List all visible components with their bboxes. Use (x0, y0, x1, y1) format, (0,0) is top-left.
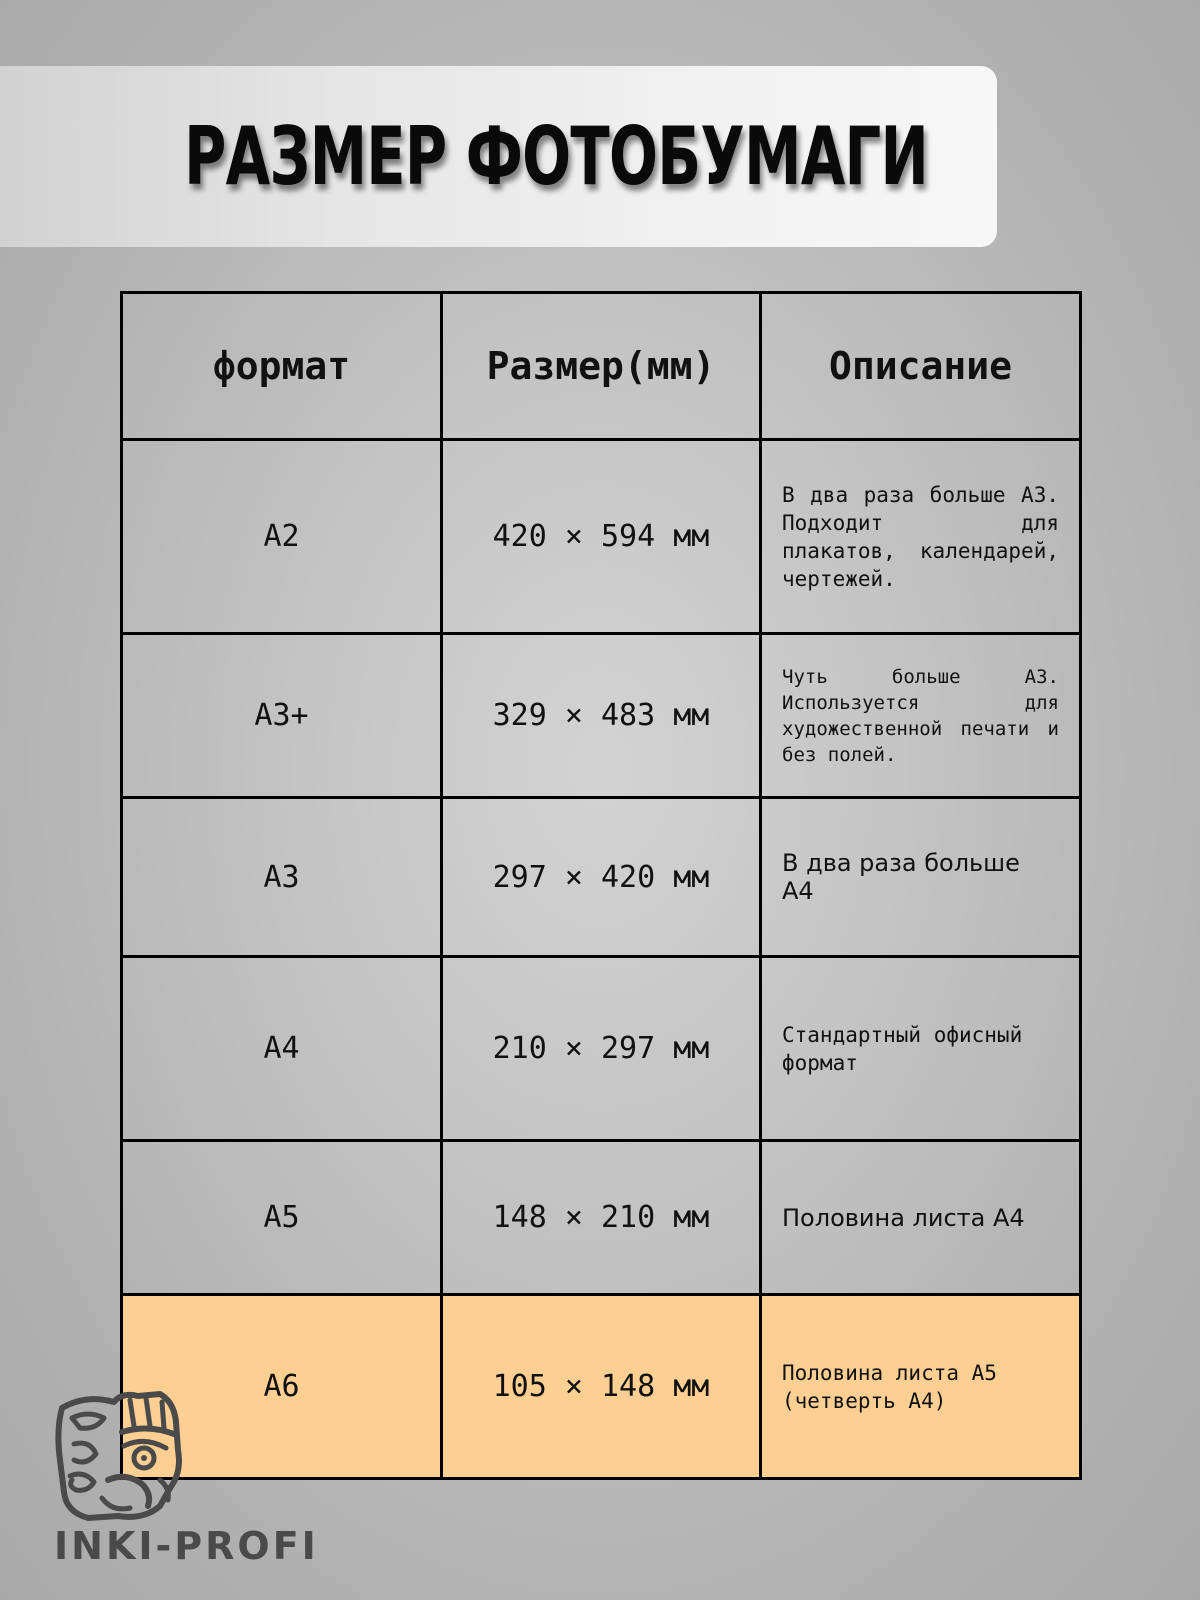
stylized-mask-icon (52, 1388, 187, 1526)
size-cell: 329 × 483 мм (442, 634, 761, 798)
table-row (122, 798, 1081, 957)
column-header-format: формат (122, 293, 442, 440)
size-cell: 297 × 420 мм (442, 798, 761, 957)
size-cell: 420 × 594 мм (442, 440, 761, 634)
table-row (122, 1141, 1081, 1295)
format-cell: A6 (122, 1295, 442, 1479)
table-row (122, 440, 1081, 634)
format-cell: A5 (122, 1141, 442, 1295)
brand-name: INKI-PROFI (54, 1524, 319, 1568)
description-cell: Половина листа А4 (761, 1141, 1081, 1295)
table-row-highlighted (122, 1295, 1081, 1479)
table-header-row (122, 293, 1081, 440)
format-cell: A4 (122, 957, 442, 1141)
size-cell: 105 × 148 мм (442, 1295, 761, 1479)
table-row (122, 957, 1081, 1141)
description-cell: Половина листа А5 (четверть А4) (761, 1295, 1081, 1479)
description-cell: Стандартный офисный формат (761, 957, 1081, 1141)
description-cell: В два раза больше А4 (761, 798, 1081, 957)
column-header-description: Описание (761, 293, 1081, 440)
description-cell: В два раза больше А3. Подходит для плакатов, календарей, чертежей. (761, 440, 1081, 634)
format-cell: A3+ (122, 634, 442, 798)
description-cell: Чуть больше А3. Используется для художественной печати и без полей. (761, 634, 1081, 798)
page-title: РАЗМЕР ФОТОБУМАГИ (184, 110, 929, 203)
size-cell: 148 × 210 мм (442, 1141, 761, 1295)
format-cell: A2 (122, 440, 442, 634)
size-cell: 210 × 297 мм (442, 957, 761, 1141)
paper-size-table (120, 291, 1082, 1480)
table-row (122, 634, 1081, 798)
format-cell: A3 (122, 798, 442, 957)
column-header-size: Размер(мм) (442, 293, 761, 440)
